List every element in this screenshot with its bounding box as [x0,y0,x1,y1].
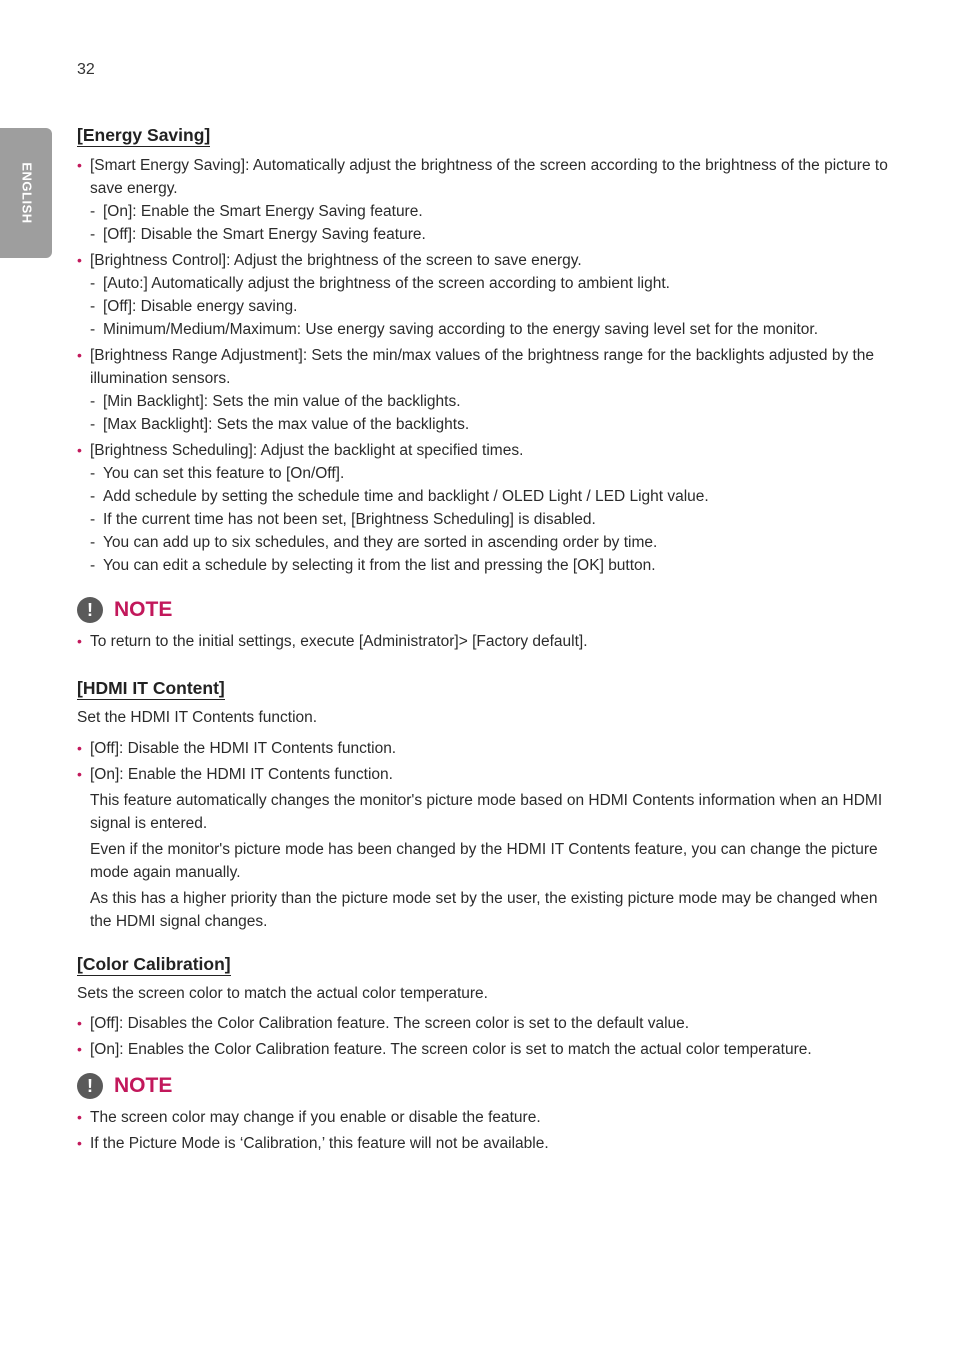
paragraph: Even if the monitor's picture mode has been changed by the HDMI IT Contents feature, you can change the picture mode again manually. [90,840,878,881]
language-tab [0,128,52,258]
sub-item: - You can add up to six schedules, and they are sorted in ascending order by time. [90,531,897,554]
sub-item: - You can set this feature to [On/Off]. [90,462,897,485]
section-title: [HDMI IT Content] [77,678,225,698]
sub-item: - [On]: Enable the Smart Energy Saving feature. [90,200,897,223]
exclamation-icon: ! [77,597,103,623]
list-item-text: [Brightness Range Adjustment]: Sets the min/max values of the brightness range for the backlights adjusted by the illumination sensors. [90,347,875,387]
list-item [77,439,897,577]
sub-item: - Minimum/Medium/Maximum: Use energy saving according to the energy saving level set for the monitor. [90,318,897,341]
sub-item: - Add schedule by setting the schedule time and backlight / OLED Light / LED Light value. [90,485,897,508]
note-header [77,597,897,623]
list-item [77,763,897,933]
paragraph: This feature automatically changes the monitor's picture mode based on HDMI Contents information when an HDMI signal is entered. [90,791,883,832]
note-header [77,1073,897,1099]
color-calibration-list [77,1012,897,1061]
section-energy-saving [77,124,897,653]
list-item-text: [On]: Enable the HDMI IT Contents function. [90,765,393,783]
page-content [77,124,897,1171]
section-color-calibration [77,953,897,1156]
hdmi-it-list [77,737,897,933]
sub-item: - If the current time has not been set, [Brightness Scheduling] is disabled. [90,508,897,531]
exclamation-icon: ! [77,1073,103,1099]
list-item [77,344,897,436]
list-item: • [Off]: Disables the Color Calibration feature. The screen color is set to the default value. [77,1012,897,1035]
list-item: • [On]: Enables the Color Calibration feature. The screen color is set to match the actual color temperature. [77,1038,897,1061]
language-tab-label: ENGLISH [19,162,35,224]
list-item [77,154,897,246]
sub-item: - [Off]: Disable the Smart Energy Saving feature. [90,223,897,246]
note-item: • The screen color may change if you enable or disable the feature. [77,1106,897,1129]
energy-saving-list [77,154,897,577]
sub-item: - You can edit a schedule by selecting it from the list and pressing the [OK] button. [90,554,897,577]
section-title: [Energy Saving] [77,125,211,145]
note-list [77,1106,897,1155]
note-item: • To return to the initial settings, execute [Administrator]> [Factory default]. [77,630,897,653]
sub-item: - [Max Backlight]: Sets the max value of the backlights. [90,413,897,436]
sub-item: - [Min Backlight]: Sets the min value of the backlights. [90,390,897,413]
list-item: • [Off]: Disable the HDMI IT Contents function. [77,737,897,760]
note-label: NOTE [114,1074,173,1097]
paragraph: As this has a higher priority than the picture mode set by the user, the existing picture mode may be changed when the HDMI signal changes. [90,889,878,930]
list-item-text: [Smart Energy Saving]: Automatically adjust the brightness of the screen according to the brightness of the picture to save energy. [90,157,888,197]
sub-item: - [Off]: Disable energy saving. [90,295,897,318]
sub-item: - [Auto:] Automatically adjust the brightness of the screen according to ambient light. [90,272,897,295]
list-item [77,249,897,341]
section-intro: Set the HDMI IT Contents function. [77,709,318,726]
list-item-text: [Brightness Control]: Adjust the brightness of the screen to save energy. [90,252,582,269]
note-label: NOTE [114,598,173,621]
section-hdmi-it-content [77,677,897,933]
note-item: • If the Picture Mode is ‘Calibration,’ this feature will not be available. [77,1132,897,1155]
section-title: [Color Calibration] [77,953,231,974]
page-number: 32 [77,61,95,78]
list-item-text: [Brightness Scheduling]: Adjust the backlight at specified times. [90,442,524,459]
section-intro: Sets the screen color to match the actual color temperature. [77,984,488,1002]
note-list [77,630,897,653]
